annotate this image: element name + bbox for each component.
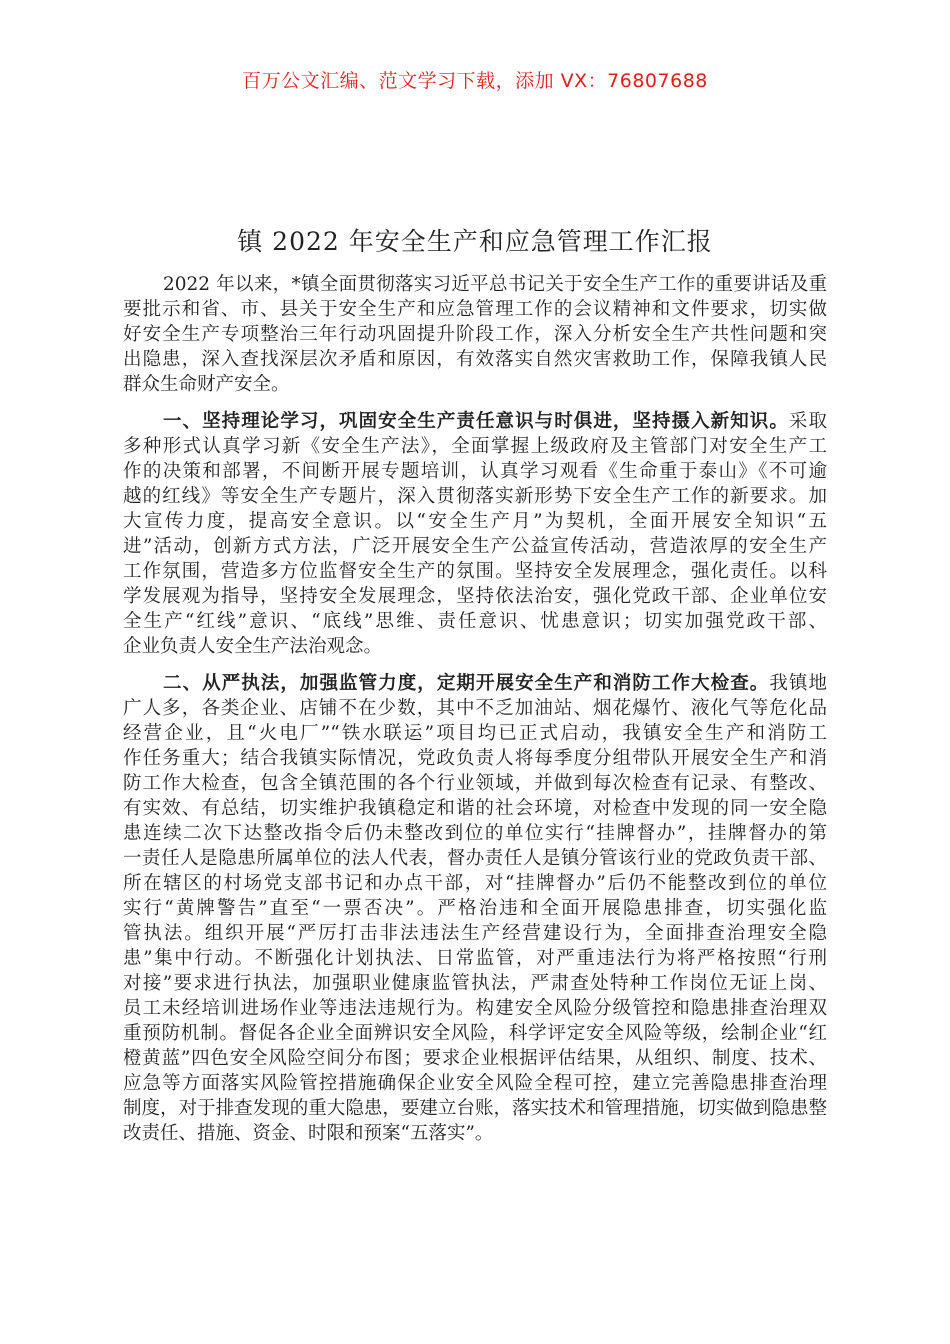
line-text: 对接”要求进行执法，加强职业健康监管执法，严肃查处特种工作岗位无证上岗、 <box>123 973 827 994</box>
text-line <box>123 634 827 659</box>
line-text: 患”集中行动。不断强化计划执法、日常监管，对严重违法行为将严格按照“行刑 <box>123 948 827 969</box>
text-line <box>123 946 827 971</box>
line-text: 越的红线》等安全生产专题片，深入贯彻落实新形势下安全生产工作的新要求。加 <box>123 486 827 507</box>
line-text: 员工未经培训进场作业等违法违规行为。构建安全风险分级管控和隐患排查治理双 <box>123 998 827 1019</box>
text-line <box>123 534 827 559</box>
line-text: 出隐患，深入查找深层次矛盾和原因，有效落实自然灾害救助工作，保障我镇人民 <box>123 349 827 370</box>
text-line <box>123 584 827 609</box>
text-line <box>123 559 827 584</box>
section-heading: 二、从严执法，加强监管力度，定期开展安全生产和消防工作大检查。 <box>163 673 770 694</box>
text-line <box>123 971 827 996</box>
text-line <box>123 347 827 372</box>
text-line <box>123 434 827 459</box>
line-text: 管执法。组织开展“严厉打击非法违法生产经营建设行为，全面排查治理安全隐 <box>123 923 827 944</box>
line-text: 制度，对于排查发现的重大隐患，要建立台账，落实技术和管理措施，切实做到隐患整 <box>123 1098 827 1119</box>
line-text: 要批示和省、市、县关于安全生产和应急管理工作的会议精神和文件要求，切实做 <box>123 299 827 320</box>
line-text: 橙黄蓝”四色安全风险空间分布图；要求企业根据评估结果，从组织、制度、技术、 <box>123 1048 827 1069</box>
text-line <box>123 671 827 696</box>
text-line <box>123 322 827 347</box>
text-line <box>123 696 827 721</box>
text-line <box>123 846 827 871</box>
line-text: 实行“黄牌警告”直至“一票否决”。严格治违和全面开展隐患排查，切实强化监 <box>123 898 827 919</box>
text-line <box>123 921 827 946</box>
line-text: 工作氛围，营造多方位监督安全生产的氛围。坚持安全发展理念，强化责任。以科 <box>123 561 827 582</box>
line-text: 大宣传力度，提高安全意识。以“安全生产月”为契机，全面开展安全知识“五 <box>123 511 827 532</box>
paragraph <box>123 671 827 1146</box>
text-line <box>123 459 827 484</box>
line-text: 群众生命财产安全。 <box>123 374 290 395</box>
text-line <box>123 1046 827 1071</box>
text-line <box>123 484 827 509</box>
text-line <box>123 746 827 771</box>
line-text: 一责任人是隐患所属单位的法人代表，督办责任人是镇分管该行业的党政负责干部、 <box>123 848 827 869</box>
text-line <box>123 372 827 397</box>
text-line <box>123 896 827 921</box>
line-text: 防工作大检查，包含全镇范围的各个行业领域，并做到每次检查有记录、有整改、 <box>123 773 827 794</box>
text-line <box>123 1021 827 1046</box>
text-line <box>123 609 827 634</box>
line-text: 改责任、措施、资金、时限和预案“五落实”。 <box>123 1123 494 1144</box>
watermark-header: 百万公文汇编、范文学习下载，添加 VX：76807688 <box>242 70 708 92</box>
line-text: 应急等方面落实风险管控措施确保企业安全风险全程可控，建立完善隐患排查治理 <box>123 1073 827 1094</box>
line-text: 采取 <box>788 411 827 432</box>
line-text: 所在辖区的村场党支部书记和办点干部，对“挂牌督办”后仍不能整改到位的单位 <box>123 873 827 894</box>
line-text: 2022 年以来，*镇全面贯彻落实习近平总书记关于安全生产工作的重要讲话及重 <box>163 274 827 295</box>
line-text: 作任务重大；结合我镇实际情况，党政负责人将每季度分组带队开展安全生产和消 <box>123 748 827 769</box>
document-body <box>123 272 827 1158</box>
text-line <box>123 509 827 534</box>
section-heading: 一、坚持理论学习，巩固安全生产责任意识与时俱进，坚持摄入新知识。 <box>163 411 789 432</box>
line-text: 我镇地 <box>769 673 827 694</box>
text-line <box>123 297 827 322</box>
line-text: 有实效、有总结，切实维护我镇稳定和谐的社会环境，对检查中发现的同一安全隐 <box>123 798 827 819</box>
text-line <box>123 409 827 434</box>
line-text: 患连续二次下达整改指令后仍未整改到位的单位实行“挂牌督办”，挂牌督办的第 <box>123 823 827 844</box>
paragraph <box>123 272 827 397</box>
text-line <box>123 796 827 821</box>
text-line <box>123 996 827 1021</box>
text-line <box>123 721 827 746</box>
paragraph <box>123 409 827 659</box>
line-text: 广人多，各类企业、店铺不在少数，其中不乏加油站、烟花爆竹、液化气等危化品 <box>123 698 827 719</box>
line-text: 多种形式认真学习新《安全生产法》，全面掌握上级政府及主管部门对安全生产工 <box>123 436 827 457</box>
text-line <box>123 1071 827 1096</box>
text-line <box>123 1121 827 1146</box>
line-text: 企业负责人安全生产法治观念。 <box>123 636 383 657</box>
text-line <box>123 771 827 796</box>
document-title: 镇 2022 年安全生产和应急管理工作汇报 <box>237 227 713 256</box>
line-text: 重预防机制。督促各企业全面辨识安全风险，科学评定安全风险等级，绘制企业“红 <box>123 1023 827 1044</box>
line-text: 作的决策和部署，不间断开展专题培训，认真学习观看《生命重于泰山》《不可逾 <box>123 461 827 482</box>
text-line <box>123 1096 827 1121</box>
line-text: 经营企业，且“火电厂”“铁水联运”项目均已正式启动，我镇安全生产和消防工 <box>123 723 827 744</box>
text-line <box>123 272 827 297</box>
line-text: 进”活动，创新方式方法，广泛开展安全生产公益宣传活动，营造浓厚的安全生产 <box>123 536 827 557</box>
text-line <box>123 821 827 846</box>
line-text: 全生产“红线”意识、“底线”思维、责任意识、忧患意识；切实加强党政干部、 <box>123 611 827 632</box>
line-text: 学发展观为指导，坚持安全发展理念，坚持依法治安，强化党政干部、企业单位安 <box>123 586 827 607</box>
line-text: 好安全生产专项整治三年行动巩固提升阶段工作，深入分析安全生产共性问题和突 <box>123 324 827 345</box>
text-line <box>123 871 827 896</box>
